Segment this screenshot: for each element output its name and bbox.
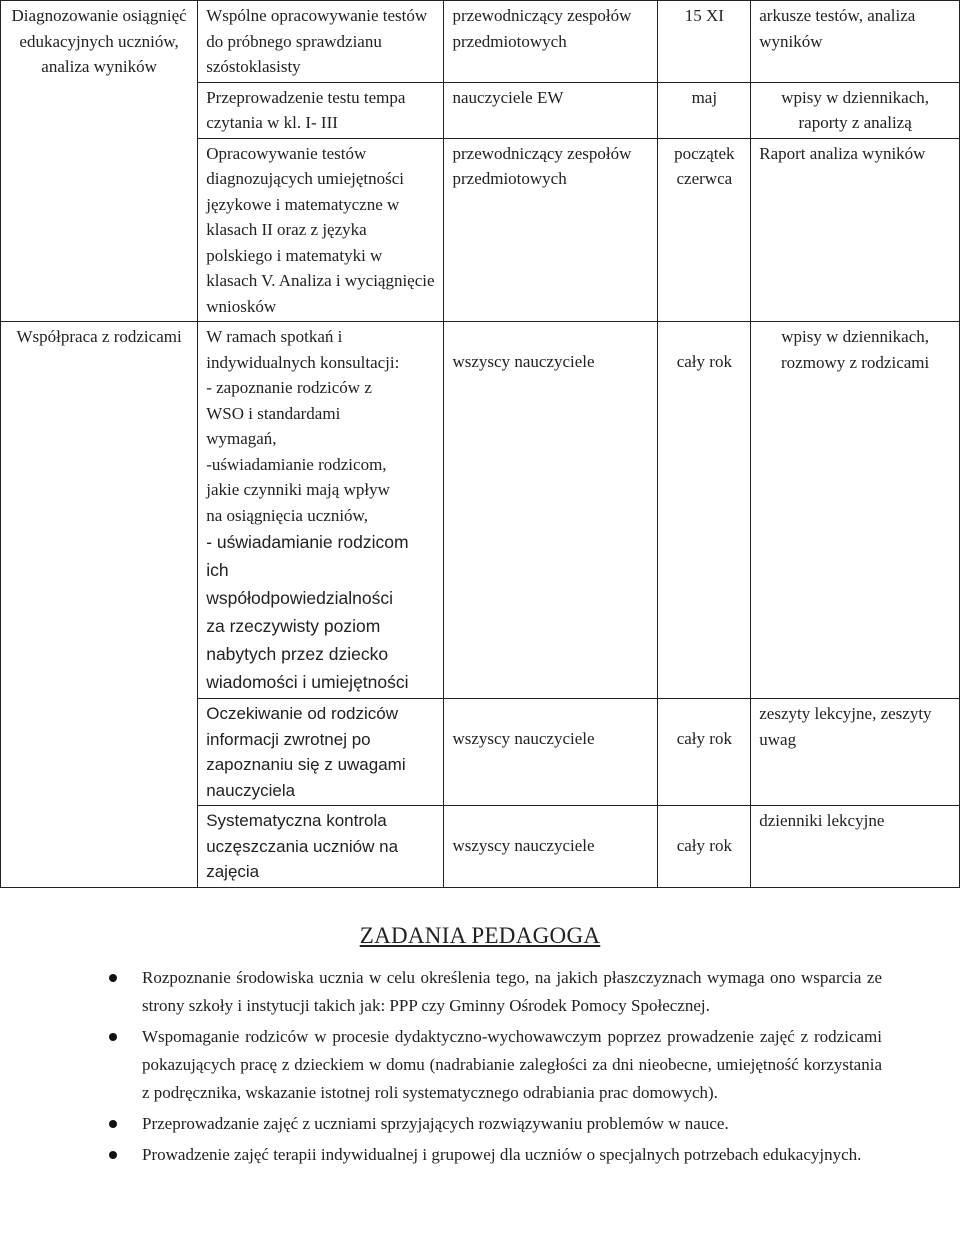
task-line: wymagań, — [206, 429, 277, 448]
date-cell: cały rok — [658, 806, 751, 888]
task-list — [0, 964, 960, 1169]
responsible-cell: przewodniczący zespołów przedmiotowych — [444, 138, 658, 322]
bullet-icon — [109, 1151, 117, 1159]
documentation-cell: wpisy w dziennikach, rozmowy z rodzicami — [751, 322, 960, 699]
documentation-cell: wpisy w dziennikach, raporty z analizą — [751, 82, 960, 138]
date-cell: 15 XI — [658, 1, 751, 83]
task-cell: Przeprowadzenie testu tempa czytania w kl. I- III — [198, 82, 444, 138]
list-item — [142, 964, 882, 1020]
documentation-cell: zeszyty lekcyjne, zeszyty uwag — [751, 699, 960, 806]
responsible-cell: wszyscy nauczyciele — [444, 322, 658, 699]
responsible-cell: nauczyciele EW — [444, 82, 658, 138]
documentation-cell: Raport analiza wyników — [751, 138, 960, 322]
bullet-icon — [109, 1033, 117, 1041]
task-line: indywidualnych konsultacji: — [206, 352, 400, 372]
bullet-icon — [109, 1120, 117, 1128]
task-line: za rzeczywisty poziom — [206, 616, 381, 636]
table-row — [1, 322, 960, 699]
list-item-text: Rozpoznanie środowiska ucznia w celu określenia tego, na jakich płaszczyznach wymaga ono wsparcia ze strony szkoły i instytucji takich jak: PPP czy Gminny Ośrodek Pomocy Społecznej. — [142, 968, 882, 1015]
date-cell: cały rok — [658, 322, 751, 699]
responsible-cell: wszyscy nauczyciele — [444, 806, 658, 888]
task-line: wiadomości i umiejętności — [206, 672, 409, 692]
list-item — [142, 1023, 882, 1107]
date-cell: maj — [658, 82, 751, 138]
task-line: jakie czynniki mają wpływ — [206, 480, 390, 499]
list-item — [142, 1110, 882, 1138]
list-item-text: Prowadzenie zajęć terapii indywidualnej i grupowej dla uczniów o specjalnych potrzebach edukacyjnych. — [142, 1145, 862, 1164]
category-cell: Diagnozowanie osiągnięć edukacyjnych uczniów, analiza wyników — [1, 1, 198, 322]
pedagog-section — [0, 916, 960, 1172]
task-line: - zapoznanie rodziców z — [206, 378, 372, 397]
task-line: ich — [206, 560, 229, 580]
task-line: - uświadamianie rodzicom — [206, 532, 409, 552]
task-cell: Opracowywanie testów diagnozujących umiejętności językowe i matematyczne w klasach II oraz z języka polskiego i matematyki w klasach V. Analiza i wyciągnięcie wniosków — [198, 138, 444, 322]
task-line: na osiągnięcia uczniów, — [206, 505, 368, 525]
task-line: -uświadamianie rodzicom, — [206, 454, 387, 474]
date-cell: cały rok — [658, 699, 751, 806]
section-title: ZADANIA PEDAGOGA — [359, 923, 601, 948]
task-cell — [198, 322, 444, 699]
documentation-cell: arkusze testów, analiza wyników — [751, 1, 960, 83]
table-row — [1, 1, 960, 83]
date-cell: początek czerwca — [658, 138, 751, 322]
task-line: WSO i standardami — [206, 403, 341, 423]
task-cell: Systematyczna kontrola uczęszczania uczniów na zajęcia — [198, 806, 444, 888]
list-item-text: Wspomaganie rodziców w procesie dydaktyczno-wychowawczym poprzez prowadzenie zajęć z rodzicami pokazujących pracę z dzieckiem w domu (nadrabianie zaległości za dni nieobecne, umiejętność korzystania z podręcznika, wskazanie istotnej roli systematycznego odrabiania prac domowych). — [142, 1027, 882, 1102]
responsible-cell: wszyscy nauczyciele — [444, 699, 658, 806]
task-cell: Wspólne opracowywanie testów do próbnego sprawdzianu szóstoklasisty — [198, 1, 444, 83]
category-cell: Współpraca z rodzicami — [1, 322, 198, 888]
task-line: W ramach spotkań i — [206, 327, 343, 346]
task-cell: Oczekiwanie od rodziców informacji zwrotnej po zapoznaniu się z uwagami nauczyciela — [198, 699, 444, 806]
list-item — [142, 1141, 882, 1169]
task-line: nabytych przez dziecko — [206, 644, 389, 664]
task-line: współodpowiedzialności — [206, 588, 393, 608]
responsible-cell: przewodniczący zespołów przedmiotowych — [444, 1, 658, 83]
documentation-cell: dzienniki lekcyjne — [751, 806, 960, 888]
bullet-icon — [109, 974, 117, 982]
list-item-text: Przeprowadzanie zajęć z uczniami sprzyjających rozwiązywaniu problemów w nauce. — [142, 1114, 729, 1133]
